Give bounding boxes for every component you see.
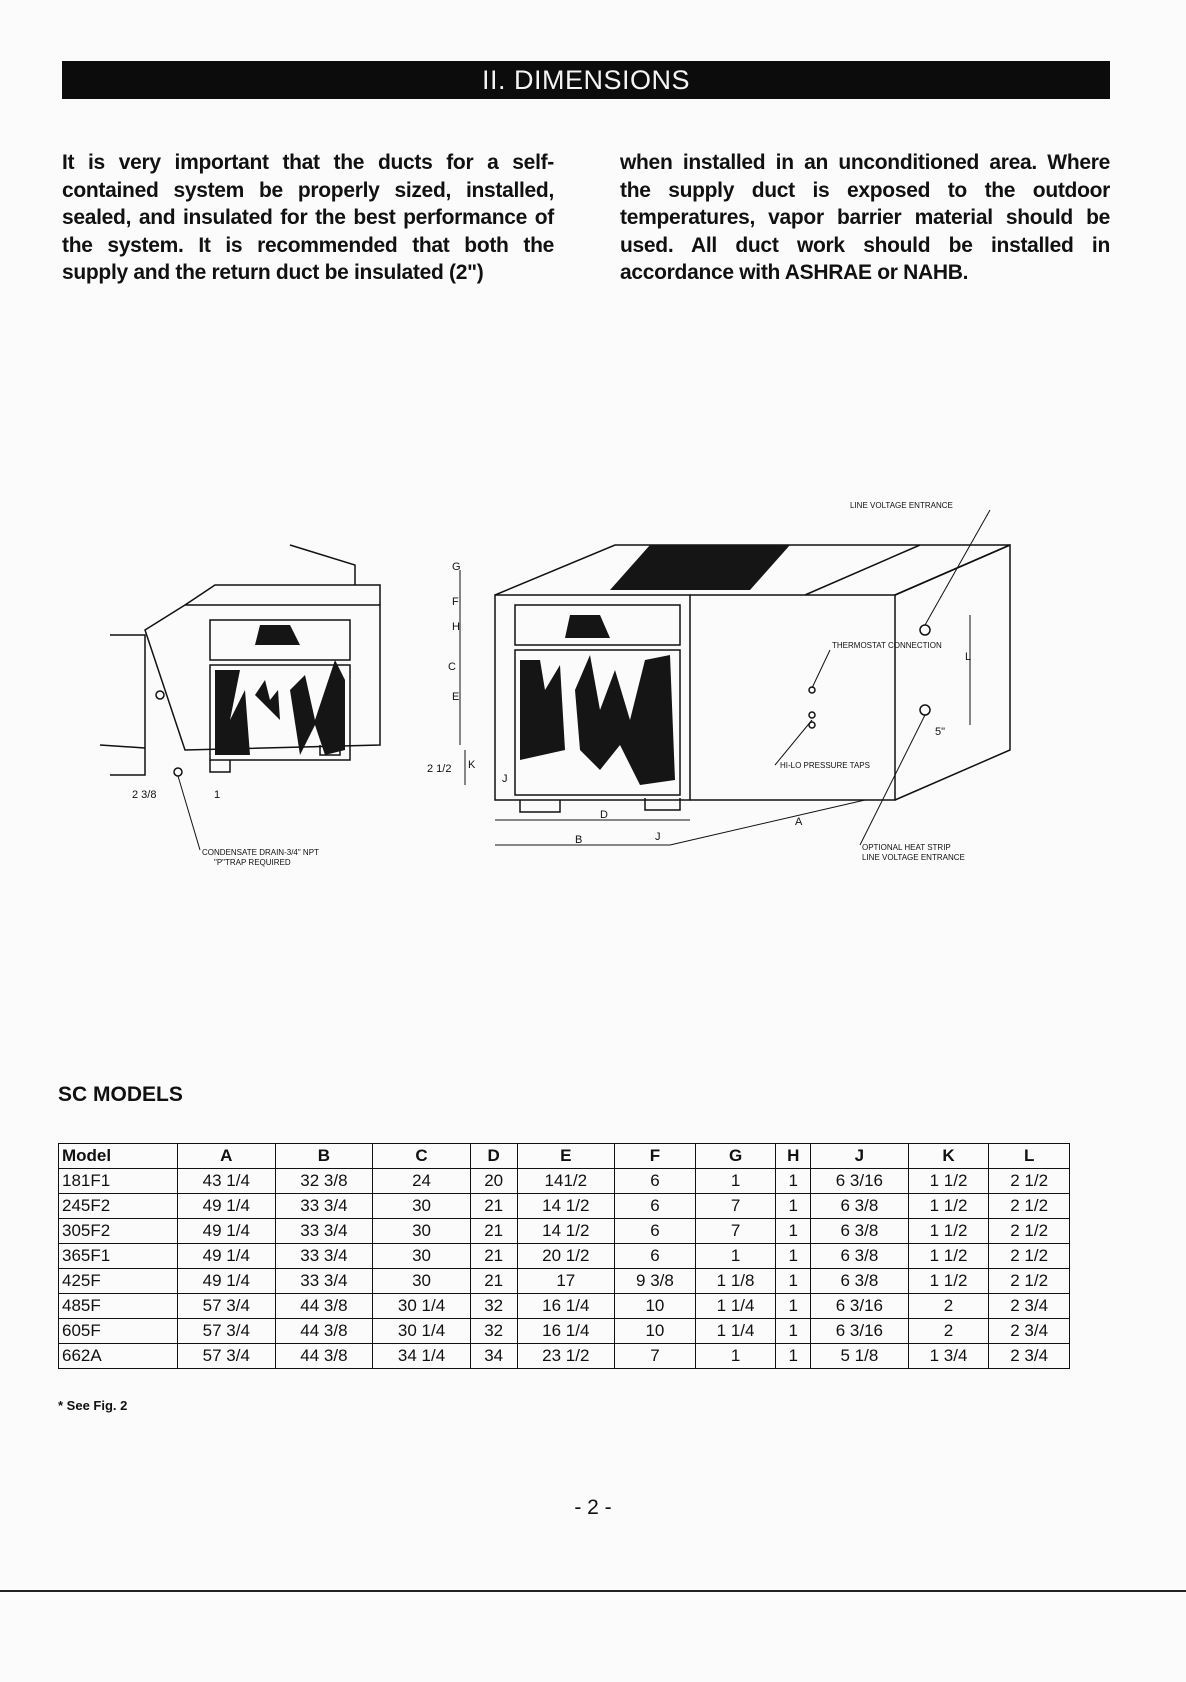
col-header-a: A (178, 1144, 276, 1169)
dimension-cell: 23 1/2 (517, 1344, 615, 1369)
dimension-cell: 57 3/4 (178, 1319, 276, 1344)
dimension-cell: 141/2 (517, 1169, 615, 1194)
dimension-cell: 1 1/2 (908, 1194, 989, 1219)
dimension-cell: 2 (908, 1319, 989, 1344)
dimension-cell: 32 (470, 1294, 517, 1319)
dimension-cell: 1 (776, 1169, 811, 1194)
dimension-cell: 6 3/16 (811, 1169, 909, 1194)
col-header-f: F (615, 1144, 696, 1169)
dimension-cell: 14 1/2 (517, 1219, 615, 1244)
section-header-title: II. DIMENSIONS (481, 65, 691, 95)
dimension-cell: 5 1/8 (811, 1344, 909, 1369)
dimension-cell: 2 1/2 (989, 1194, 1070, 1219)
model-cell: 181F1 (59, 1169, 178, 1194)
table-row (59, 1319, 1070, 1344)
dim-label-a: A (795, 816, 803, 828)
dimension-cell: 43 1/4 (178, 1169, 276, 1194)
dimension-cell: 2 1/2 (989, 1269, 1070, 1294)
dimension-cell: 34 (470, 1344, 517, 1369)
dimension-cell: 1 1/4 (695, 1319, 776, 1344)
dim-side-k: 2 1/2 (427, 763, 452, 775)
label-condensate-2: "P"TRAP REQUIRED (214, 858, 291, 867)
bottom-rule (0, 1590, 1186, 1592)
model-cell: 245F2 (59, 1194, 178, 1219)
dim-side-l: 5" (935, 726, 946, 738)
dimension-cell: 17 (517, 1269, 615, 1294)
dim-label-b: B (575, 834, 583, 846)
dimension-cell: 21 (470, 1269, 517, 1294)
dimension-cell: 49 1/4 (178, 1244, 276, 1269)
dimension-cell: 30 (373, 1219, 471, 1244)
dimension-cell: 10 (615, 1294, 696, 1319)
table-row (59, 1244, 1070, 1269)
dimension-cell: 1 (776, 1319, 811, 1344)
col-header-g: G (695, 1144, 776, 1169)
dimension-cell: 30 (373, 1269, 471, 1294)
dimension-cell: 33 3/4 (275, 1244, 373, 1269)
dimension-cell: 30 (373, 1194, 471, 1219)
dimension-cell: 1 (695, 1244, 776, 1269)
dimension-cell: 10 (615, 1319, 696, 1344)
dim-side-v1: 2 3/8 (132, 789, 157, 801)
right-unit-art (520, 545, 790, 785)
dimensions-table (58, 1143, 1070, 1369)
table-row (59, 1269, 1070, 1294)
dimension-cell: 1 (776, 1344, 811, 1369)
dimension-cell: 1 (695, 1169, 776, 1194)
intro-paragraph-left: It is very important that the ducts for a self-contained system be properly sized, installed, sealed, and insulated for the best performance of the system. It is recommended that both the supply and the return duct be insulated (2") (62, 151, 554, 284)
section-header (62, 61, 1110, 99)
unit-dimension-diagram (90, 501, 1070, 930)
model-cell: 605F (59, 1319, 178, 1344)
table-row (59, 1294, 1070, 1319)
dimension-cell: 9 3/8 (615, 1269, 696, 1294)
dimension-cell: 2 1/2 (989, 1219, 1070, 1244)
dim-label-j-right: J (655, 831, 661, 843)
dimension-cell: 1 1/4 (695, 1294, 776, 1319)
dimension-cell: 2 1/2 (989, 1169, 1070, 1194)
dim-label-h: H (452, 621, 460, 633)
dimension-cell: 44 3/8 (275, 1319, 373, 1344)
table-row (59, 1194, 1070, 1219)
dimension-cell: 6 3/8 (811, 1219, 909, 1244)
dim-label-c: C (448, 661, 456, 673)
label-condensate: CONDENSATE DRAIN-3/4" NPT (202, 848, 319, 857)
dim-label-j-left: J (502, 773, 508, 785)
dimension-cell: 7 (615, 1344, 696, 1369)
col-header-c: C (373, 1144, 471, 1169)
dimension-cell: 6 (615, 1219, 696, 1244)
dimension-cell: 6 (615, 1194, 696, 1219)
model-cell: 662A (59, 1344, 178, 1369)
dimension-cell: 33 3/4 (275, 1194, 373, 1219)
dimension-cell: 2 1/2 (989, 1244, 1070, 1269)
dimension-cell: 30 1/4 (373, 1319, 471, 1344)
dim-label-d: D (600, 809, 608, 821)
label-optional-heat: OPTIONAL HEAT STRIP (862, 843, 951, 852)
col-header-d: D (470, 1144, 517, 1169)
dimension-cell: 20 (470, 1169, 517, 1194)
dim-label-k: K (468, 759, 476, 771)
table-row (59, 1344, 1070, 1369)
model-cell: 425F (59, 1269, 178, 1294)
dimension-cell: 6 3/8 (811, 1244, 909, 1269)
label-line-voltage: LINE VOLTAGE ENTRANCE (850, 501, 953, 510)
model-cell: 485F (59, 1294, 178, 1319)
col-header-e: E (517, 1144, 615, 1169)
col-header-l: L (989, 1144, 1070, 1169)
table-header-row (59, 1144, 1070, 1169)
dim-label-f: F (452, 596, 459, 608)
dimension-cell: 20 1/2 (517, 1244, 615, 1269)
col-header-b: B (275, 1144, 373, 1169)
dimension-cell: 1 1/2 (908, 1219, 989, 1244)
col-header-model: Model (59, 1144, 178, 1169)
dimension-cell: 33 3/4 (275, 1219, 373, 1244)
dim-label-e: E (452, 691, 460, 703)
dimension-cell: 1 3/4 (908, 1344, 989, 1369)
dimension-cell: 2 3/4 (989, 1344, 1070, 1369)
diagram-svg (90, 501, 1070, 930)
dimension-cell: 1 (695, 1344, 776, 1369)
dimension-cell: 34 1/4 (373, 1344, 471, 1369)
dimension-cell: 1 (776, 1269, 811, 1294)
dimension-cell: 2 3/4 (989, 1294, 1070, 1319)
dimension-cell: 6 3/8 (811, 1194, 909, 1219)
dimension-cell: 32 3/8 (275, 1169, 373, 1194)
dimension-cell: 21 (470, 1219, 517, 1244)
dimension-cell: 49 1/4 (178, 1194, 276, 1219)
table-row (59, 1169, 1070, 1194)
dim-label-l: L (965, 651, 972, 663)
footnote: * See Fig. 2 (58, 1398, 128, 1413)
dimension-cell: 1 1/2 (908, 1169, 989, 1194)
dimension-cell: 32 (470, 1319, 517, 1344)
dimension-cell: 16 1/4 (517, 1319, 615, 1344)
dimension-cell: 2 (908, 1294, 989, 1319)
dimension-cell: 44 3/8 (275, 1294, 373, 1319)
dimension-cell: 21 (470, 1244, 517, 1269)
dimension-cell: 6 (615, 1169, 696, 1194)
dimension-cell: 44 3/8 (275, 1344, 373, 1369)
dimension-cell: 6 3/16 (811, 1319, 909, 1344)
dimension-cell: 21 (470, 1194, 517, 1219)
dimension-cell: 1 (776, 1244, 811, 1269)
col-header-j: J (811, 1144, 909, 1169)
model-cell: 365F1 (59, 1244, 178, 1269)
dimension-cell: 6 3/16 (811, 1294, 909, 1319)
intro-paragraph-right: when installed in an unconditioned area. Where the supply duct is exposed to the outdoor temperatures, vapor barrier material should be used. All duct work should be installed in accordance with ASHRAE or NAHB. (620, 151, 1110, 284)
dimension-cell: 24 (373, 1169, 471, 1194)
dimension-cell: 33 3/4 (275, 1269, 373, 1294)
label-thermostat: THERMOSTAT CONNECTION (832, 641, 942, 650)
table-body (59, 1169, 1070, 1369)
dim-side-v2: 1 (214, 789, 221, 801)
left-unit-art (215, 625, 345, 755)
dimension-cell: 7 (695, 1194, 776, 1219)
dimension-cell: 49 1/4 (178, 1219, 276, 1244)
dimension-cell: 1 1/2 (908, 1269, 989, 1294)
dimension-cell: 7 (695, 1219, 776, 1244)
model-cell: 305F2 (59, 1219, 178, 1244)
label-hilo: HI-LO PRESSURE TAPS (780, 761, 870, 770)
dimension-cell: 14 1/2 (517, 1194, 615, 1219)
col-header-h: H (776, 1144, 811, 1169)
sc-models-title: SC MODELS (58, 1083, 183, 1106)
dimension-cell: 57 3/4 (178, 1294, 276, 1319)
dimension-cell: 6 (615, 1244, 696, 1269)
dimension-cell: 30 (373, 1244, 471, 1269)
dimension-cell: 1 1/8 (695, 1269, 776, 1294)
dim-label-g: G (452, 561, 461, 573)
dimension-cell: 49 1/4 (178, 1269, 276, 1294)
dimension-cell: 57 3/4 (178, 1344, 276, 1369)
dimension-cell: 30 1/4 (373, 1294, 471, 1319)
col-header-k: K (908, 1144, 989, 1169)
dimension-cell: 1 (776, 1194, 811, 1219)
dimension-cell: 1 (776, 1294, 811, 1319)
dimension-cell: 1 (776, 1219, 811, 1244)
dimension-cell: 1 1/2 (908, 1244, 989, 1269)
label-optional-heat-2: LINE VOLTAGE ENTRANCE (862, 853, 965, 862)
dimension-cell: 2 3/4 (989, 1319, 1070, 1344)
dimension-cell: 6 3/8 (811, 1269, 909, 1294)
page-number: - 2 - (574, 1496, 612, 1519)
dimension-cell: 16 1/4 (517, 1294, 615, 1319)
table-row (59, 1219, 1070, 1244)
